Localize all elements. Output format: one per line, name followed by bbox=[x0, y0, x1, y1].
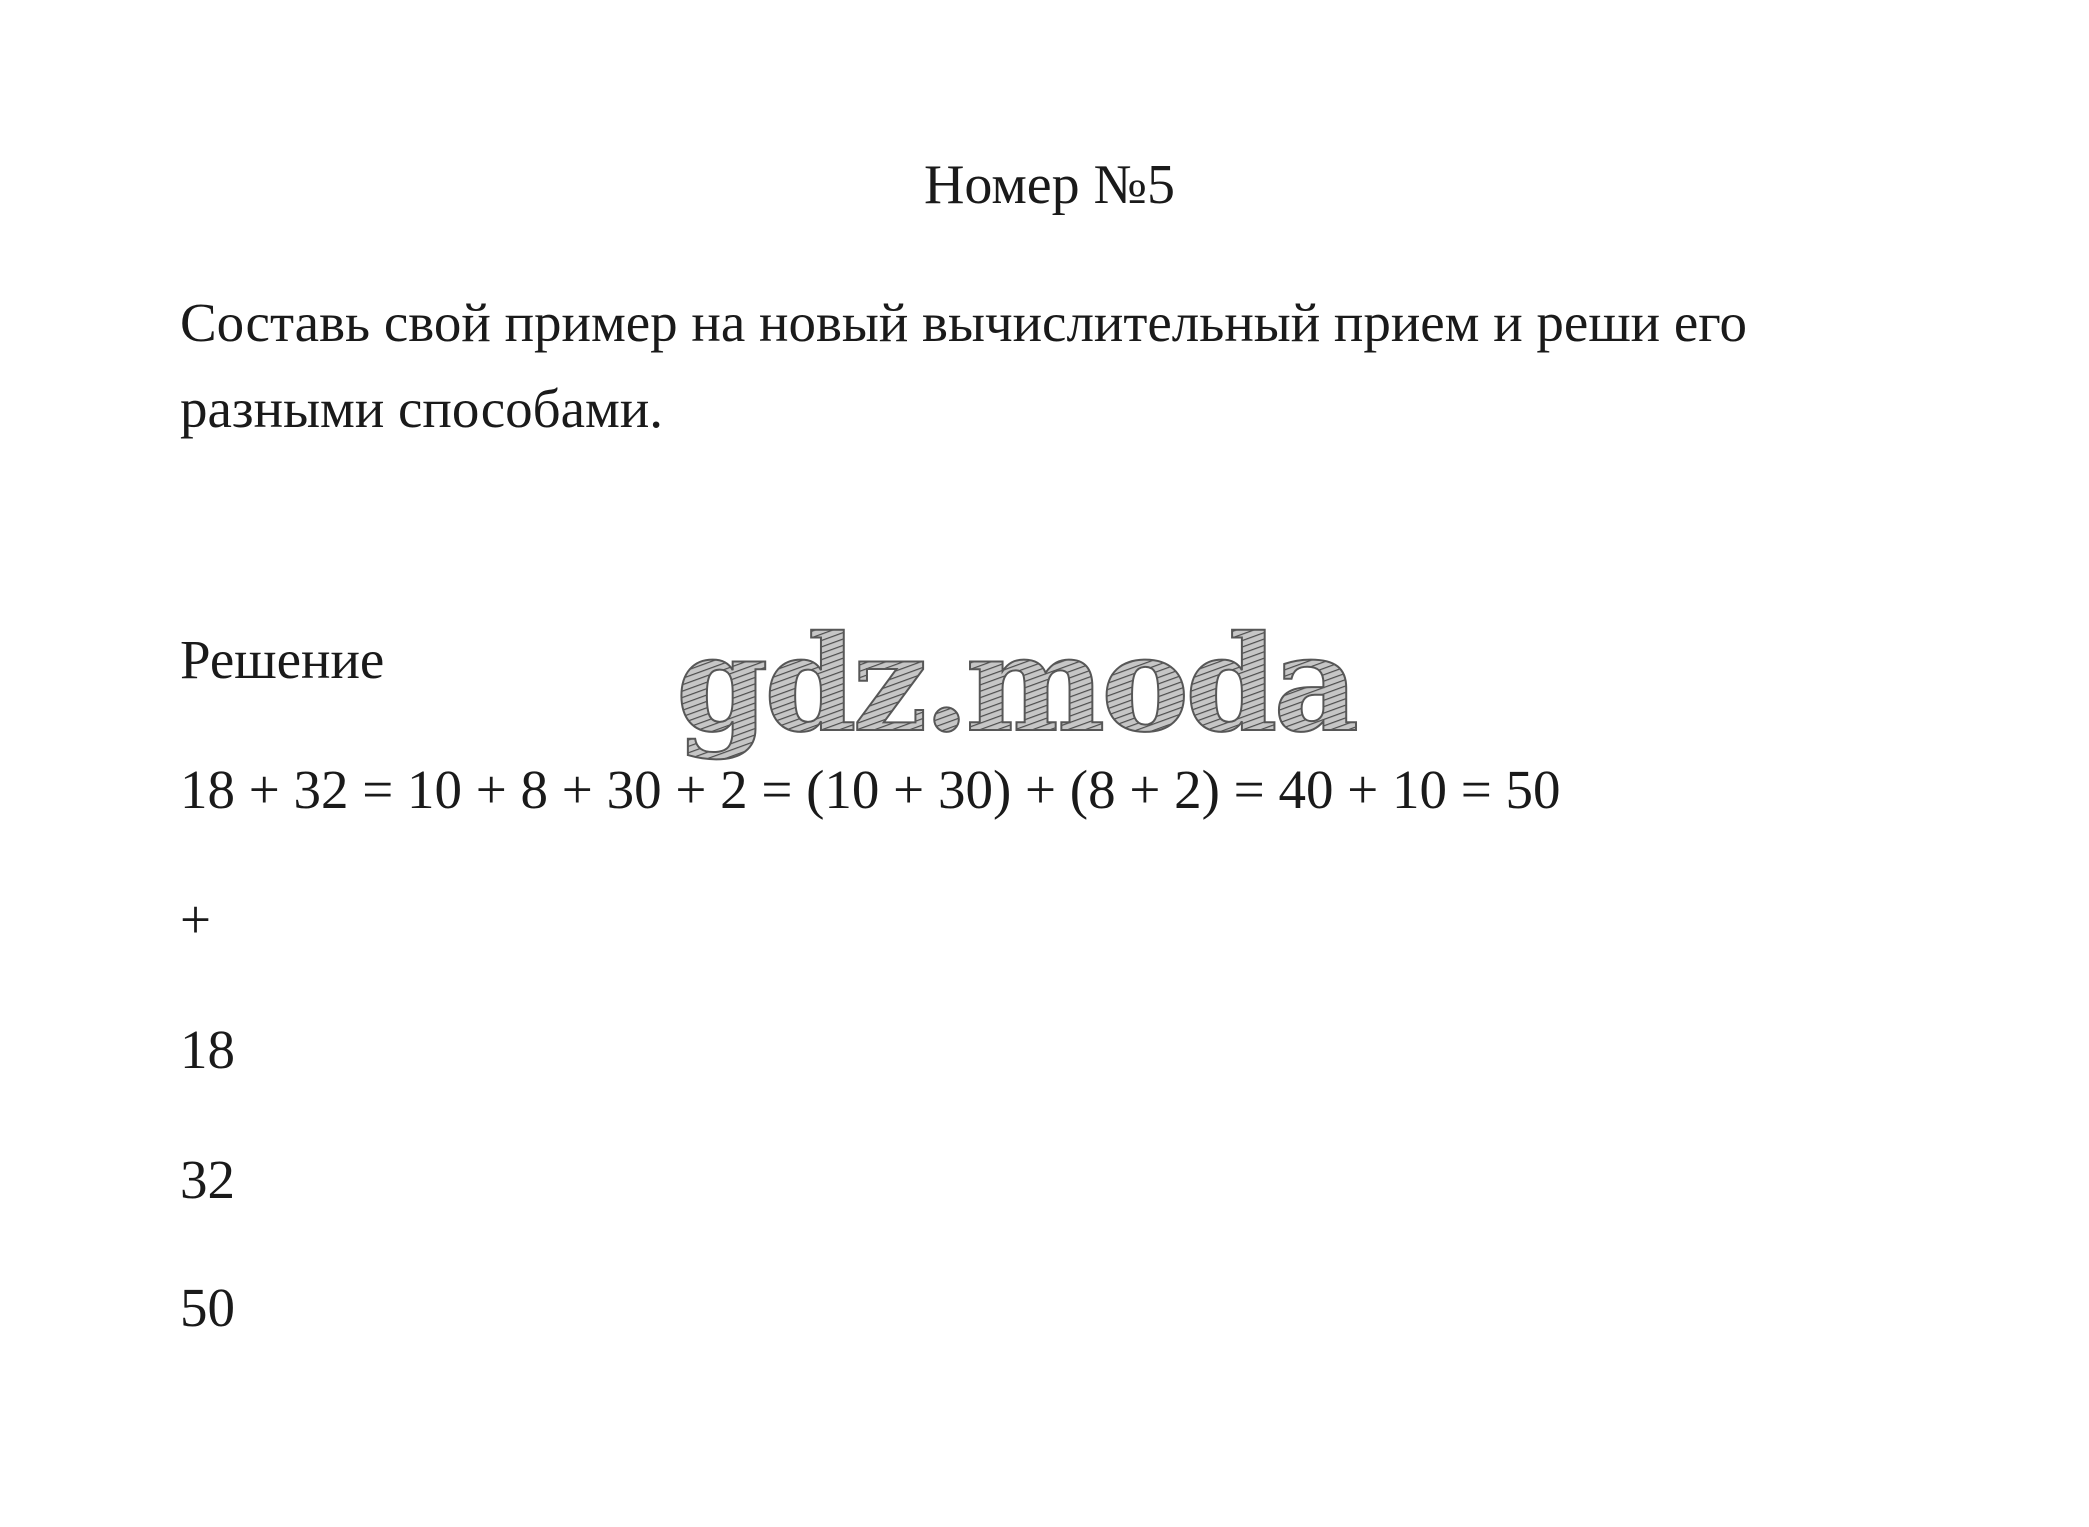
column-addend-1: 18 bbox=[180, 1019, 235, 1080]
solution-label: Решение bbox=[180, 629, 385, 690]
page-title: Номер №5 bbox=[923, 154, 1176, 216]
watermark-text: gdz.moda bbox=[676, 607, 1356, 762]
column-operator: + bbox=[180, 889, 212, 950]
column-sum: 50 bbox=[180, 1277, 235, 1338]
column-addend-2: 32 bbox=[180, 1149, 235, 1210]
watermark-logo bbox=[670, 607, 1356, 782]
solution-equation: 18 + 32 = 10 + 8 + 30 + 2 = (10 + 30) + (8 + 2) = 40 + 10 = 50 bbox=[180, 759, 1561, 820]
task-text: Составь свой пример на новый вычислительный прием и реши его разными способами. bbox=[180, 292, 1747, 439]
